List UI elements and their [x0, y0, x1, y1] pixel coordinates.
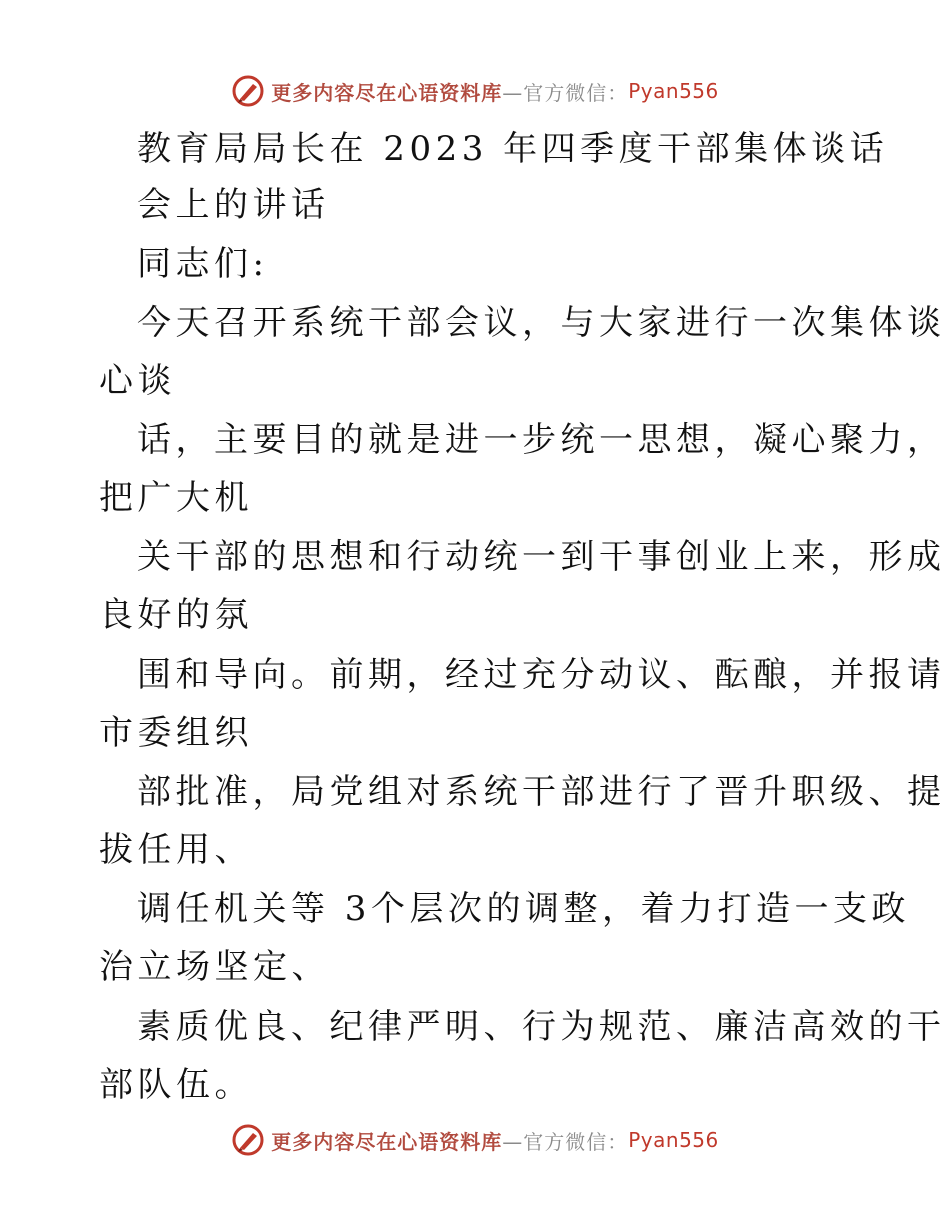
- doc-line: 调任机关等 3个层次的调整，着力打造一支政: [137, 889, 910, 929]
- doc-line: 把广大机: [99, 478, 253, 518]
- banner-official-label: —官方微信：: [502, 80, 629, 105]
- doc-line: 今天召开系统干部会议，与大家进行一次集体谈: [137, 303, 946, 343]
- doc-line: 围和导向。前期，经过充分动议、酝酿，并报请: [137, 655, 946, 695]
- doc-title-line-2: 会上的讲话: [137, 185, 330, 225]
- banner-main-text: 更多内容尽在心语资料库: [271, 80, 503, 105]
- doc-line: 部队伍。: [99, 1065, 253, 1105]
- footer-banner: [0, 1120, 950, 1160]
- banner-official-label: —官方微信：: [502, 1129, 629, 1154]
- header-banner: [0, 71, 950, 111]
- doc-line: 话，主要目的就是进一步统一思想，凝心聚力，: [137, 420, 946, 460]
- banner-wechat-id: Pyan556: [628, 1128, 719, 1152]
- doc-salutation: 同志们:: [137, 244, 269, 284]
- doc-line: 部批准，局党组对系统干部进行了晋升职级、提: [137, 772, 946, 812]
- doc-line: 治立场坚定、: [99, 947, 330, 987]
- pen-logo-icon: [231, 74, 265, 108]
- doc-line: 素质优良、纪律严明、行为规范、廉洁高效的干: [137, 1007, 946, 1047]
- doc-line: 拔任用、: [99, 830, 253, 870]
- banner-wechat-id: Pyan556: [628, 79, 719, 103]
- doc-line: 良好的氛: [99, 595, 253, 635]
- pen-logo-icon: [231, 1123, 265, 1157]
- banner-main-text: 更多内容尽在心语资料库: [271, 1129, 503, 1154]
- doc-line: 市委组织: [99, 713, 253, 753]
- doc-line: 心谈: [99, 361, 176, 401]
- doc-line: 关干部的思想和行动统一到干事创业上来，形成: [137, 537, 946, 577]
- doc-title-line-1: 教育局局长在 2023 年四季度干部集体谈话: [137, 129, 889, 169]
